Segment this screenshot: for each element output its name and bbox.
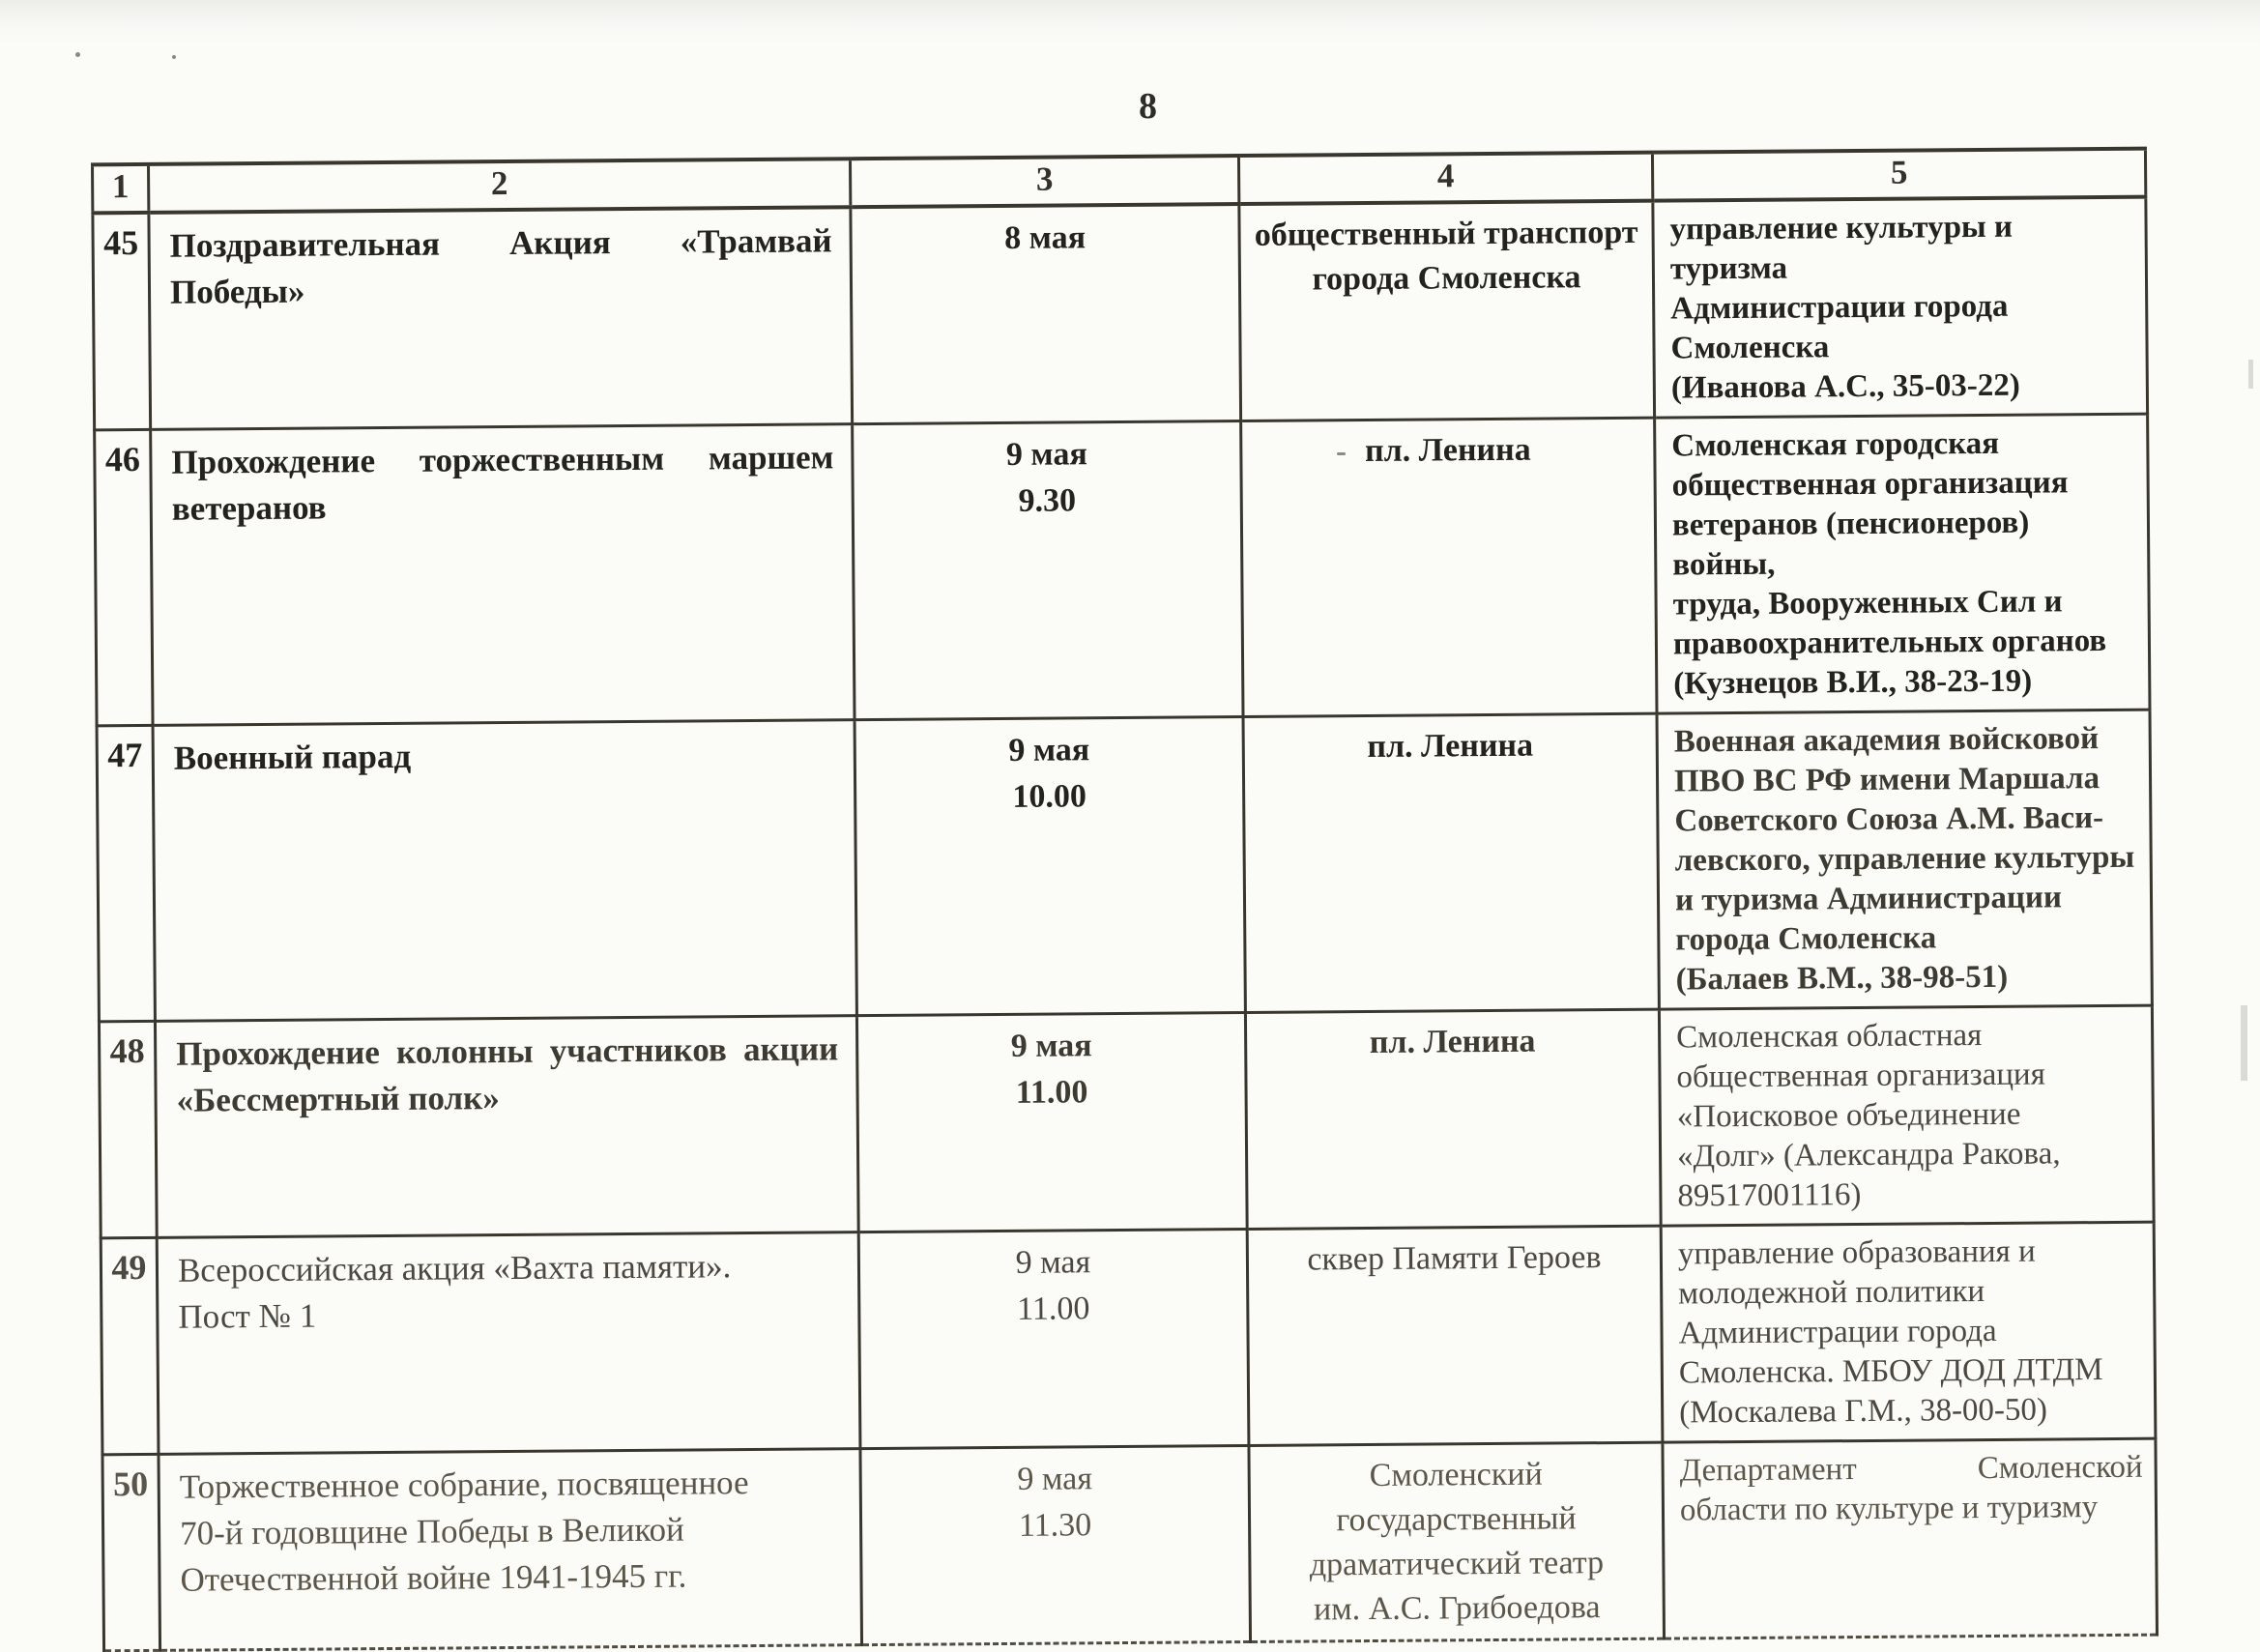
page-number: 8: [1139, 86, 1158, 127]
row-46-organizer: Смоленская городская общественная организация ветеранов (пенсионеров) войны, труда, Вооруженных Сил и правоохранительных органов (Кузнецов В.И., 38-23-19): [1655, 414, 2150, 713]
row-47-location: пл. Ленина: [1243, 713, 1659, 1012]
events-table: [91, 147, 2159, 1652]
row-50-event: Торжественное собрание, посвященное 70-й годовщине Победы в Великой Отечественной войне 1941-1945 гг.: [159, 1449, 862, 1651]
row-50-organizer: Департамент Смоленской области по культуре и туризму: [1663, 1438, 2158, 1638]
row-50-number: 50: [102, 1454, 160, 1650]
row-49-event: Всероссийская акция «Вахта памяти». Пост № 1: [157, 1232, 860, 1455]
scan-speck: [172, 55, 176, 59]
row-47-date: 9 мая 10.00: [855, 717, 1245, 1016]
header-cell-3: 3: [850, 156, 1238, 207]
row-48-organizer: Смоленская областная общественная организация «Поисковое объединение «Долг» (Александра Ракова, 89517001116): [1659, 1005, 2154, 1226]
row-48-event: Прохождение колонны участников акции «Бессмертный полк»: [155, 1016, 858, 1238]
row-45-organizer: управление культуры и туризма Администрации города Смоленска (Иванова А.С., 35-03-22): [1653, 197, 2148, 418]
table-row-46: [95, 414, 2150, 726]
scan-streak: [2248, 360, 2253, 389]
table-row-49: [101, 1222, 2156, 1455]
row-46-location: пл. Ленина: [1241, 418, 1657, 716]
row-47-number: 47: [97, 725, 155, 1021]
row-48-location: пл. Ленина: [1245, 1009, 1661, 1229]
row-47-event: Военный парад: [153, 720, 856, 1022]
row-49-date: 9 мая 11.00: [858, 1230, 1249, 1449]
row-47-organizer: Военная академия войсковой ПВО ВС РФ имени Маршала Советского Союза А.М. Васи- левского, управление культуры и туризма Администрации города Смоленска (Балаев В.М., 38-98-51): [1657, 710, 2152, 1009]
table-row-45: [93, 197, 2148, 430]
scan-streak: [2241, 1005, 2247, 1081]
row-49-number: 49: [101, 1237, 159, 1454]
row-46-date: 9 мая 9.30: [853, 421, 1243, 720]
row-45-date: 8 мая: [851, 204, 1241, 424]
row-50-date: 9 мая 11.30: [860, 1446, 1251, 1645]
header-cell-5: 5: [1652, 149, 2145, 201]
row-46-number: 46: [95, 429, 153, 725]
scan-speck: [75, 52, 80, 57]
row-49-location: сквер Памяти Героев: [1247, 1226, 1663, 1445]
row-48-number: 48: [99, 1021, 157, 1237]
scan-noise-band: [0, 0, 2260, 44]
events-table-wrapper: [91, 147, 2159, 1652]
row-45-event: Поздравительная Акция «Трамвай Победы»: [149, 207, 853, 429]
row-50-location: Смоленский государственный драматический театр им. А.С. Грибоедова: [1249, 1442, 1665, 1641]
header-cell-2: 2: [148, 159, 850, 213]
row-48-date: 9 мая 11.00: [856, 1013, 1247, 1232]
row-45-number: 45: [93, 213, 151, 430]
table-row-48: [99, 1005, 2154, 1238]
table-row-50: [102, 1438, 2158, 1651]
table-row-47: [97, 710, 2152, 1022]
header-cell-1: 1: [92, 164, 148, 213]
header-cell-4: 4: [1238, 153, 1652, 204]
row-49-organizer: управление образования и молодежной политики Администрации города Смоленска. МБОУ ДОД ДТДМ (Москалева Г.М., 38-00-50): [1661, 1222, 2156, 1442]
row-46-event: Прохождение торжественным маршем ветеранов: [151, 424, 855, 726]
row-45-location: общественный транспорт города Смоленска: [1239, 201, 1655, 421]
